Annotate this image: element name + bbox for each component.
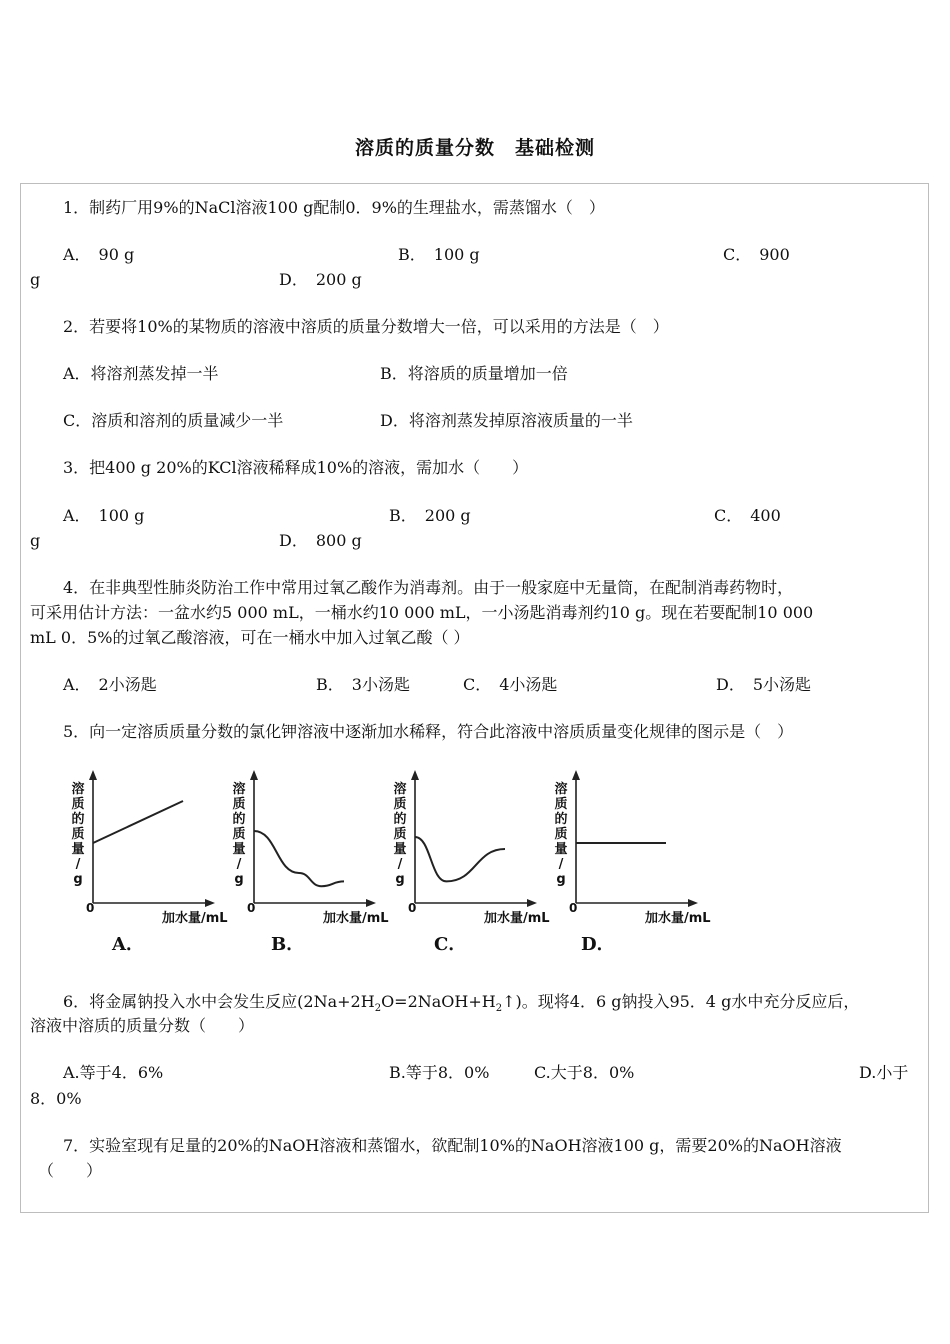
graph-b-xlabel: 加水量/mL <box>323 911 389 926</box>
question-1-option-b[interactable]: B． 100 g <box>398 245 480 264</box>
question-2-option-c[interactable]: C．溶质和溶剂的质量减少一半 <box>63 411 284 430</box>
graph-a-label: A． <box>112 934 144 955</box>
question-4-stem-line-3: mL 0．5%的过氧乙酸溶液，可在一桶水中加入过氧乙酸（ ） <box>30 628 470 647</box>
page-title: 溶质的质量分数 基础检测 <box>354 137 595 159</box>
graph-d-label: D． <box>581 934 615 955</box>
question-6-option-a[interactable]: A.等于4．6% <box>63 1063 164 1082</box>
question-4-option-d[interactable]: D． 5小汤匙 <box>716 675 812 694</box>
graph-c-xlabel: 加水量/mL <box>484 911 550 926</box>
question-7-stem-line-1: 7．实验室现有足量的20%的NaOH溶液和蒸馏水，欲配制10%的NaOH溶液100 g，需要20%的NaOH溶液 <box>63 1136 842 1155</box>
question-2-option-a[interactable]: A．将溶剂蒸发掉一半 <box>63 364 219 383</box>
graph-b-label: B． <box>271 934 305 955</box>
graph-a-xlabel: 加水量/mL <box>162 911 228 926</box>
graph-a-origin: 0 <box>86 901 95 915</box>
question-2-option-d[interactable]: D．将溶剂蒸发掉原溶液质量的一半 <box>380 411 633 430</box>
question-3-option-d[interactable]: D． 800 g <box>279 531 362 550</box>
question-1-option-c-unit: g <box>30 270 41 289</box>
graph-c-curve <box>415 837 505 881</box>
graph-b-curve <box>254 831 344 886</box>
question-6-option-d-value: 8．0% <box>30 1089 82 1108</box>
graph-c-ylabel: 溶 质 的 质 量 / g <box>393 782 407 887</box>
graph-c-origin: 0 <box>408 901 417 915</box>
graph-b[interactable] <box>229 770 399 955</box>
question-1-option-a[interactable]: A． 90 g <box>63 245 135 264</box>
graph-b-ylabel: 溶 质 的 质 量 / g <box>232 782 246 887</box>
question-7-stem-line-2: （ ） <box>38 1161 103 1180</box>
graph-a-curve <box>93 801 183 843</box>
question-2-stem: 2．若要将10%的某物质的溶液中溶质的质量分数增大一倍，可以采用的方法是（ ） <box>63 317 669 336</box>
graph-a[interactable] <box>68 770 238 955</box>
question-2-option-b[interactable]: B．将溶质的质量增加一倍 <box>380 364 568 383</box>
question-6-option-d[interactable]: D.小于 <box>859 1063 909 1082</box>
graph-b-origin: 0 <box>247 901 256 915</box>
question-3-option-b[interactable]: B． 200 g <box>389 506 471 525</box>
graph-a-ylabel: 溶 质 的 质 量 / g <box>71 782 85 887</box>
question-3-option-c[interactable]: C． 400 <box>714 506 781 525</box>
question-4-stem-line-2: 可采用估计方法：一盆水约5 000 mL，一桶水约10 000 mL，一小汤匙消毒剂约10 g。现在若要配制10 000 <box>30 603 814 622</box>
graph-d-xlabel: 加水量/mL <box>645 911 711 926</box>
question-6-option-b[interactable]: B.等于8．0% <box>389 1063 490 1082</box>
question-5-stem: 5．向一定溶质质量分数的氯化钾溶液中逐渐加水稀释，符合此溶液中溶质质量变化规律的图示是（ ） <box>63 722 794 741</box>
graph-d[interactable] <box>551 770 721 955</box>
question-6-stem-line-1: 6．将金属钠投入水中会发生反应$(2Na+2H_2O=2NaOH+H_2↑)$。现将4．6 g钠投入95．4 g水中充分反应后， <box>63 992 860 1015</box>
question-1-option-d[interactable]: D． 200 g <box>279 270 362 289</box>
question-4-option-a[interactable]: A． 2小汤匙 <box>63 675 157 694</box>
question-4-option-c[interactable]: C． 4小汤匙 <box>463 675 558 694</box>
question-4-option-b[interactable]: B． 3小汤匙 <box>316 675 410 694</box>
graph-d-origin: 0 <box>569 901 578 915</box>
question-4-stem-line-1: 4．在非典型性肺炎防治工作中常用过氧乙酸作为消毒剂。由于一般家庭中无量筒，在配制消毒药物时， <box>63 578 794 597</box>
graph-c-label: C． <box>434 934 467 955</box>
graph-c[interactable] <box>390 770 560 955</box>
question-6-option-c[interactable]: C.大于8．0% <box>534 1063 635 1082</box>
question-3-option-c-unit: g <box>30 531 41 550</box>
question-1-option-c[interactable]: C． 900 <box>723 245 790 264</box>
question-3-option-a[interactable]: A． 100 g <box>63 506 145 525</box>
question-1-stem: 1．制药厂用9%的NaCl溶液100 g配制0．9%的生理盐水，需蒸馏水（ ） <box>63 198 605 217</box>
question-3-stem: 3．把400 g 20%的KCl溶液稀释成10%的溶液，需加水（ ） <box>63 458 529 477</box>
question-box <box>20 183 929 1213</box>
graph-d-ylabel: 溶 质 的 质 量 / g <box>554 782 568 887</box>
question-6-stem-line-2: 溶液中溶质的质量分数（ ） <box>30 1016 255 1035</box>
